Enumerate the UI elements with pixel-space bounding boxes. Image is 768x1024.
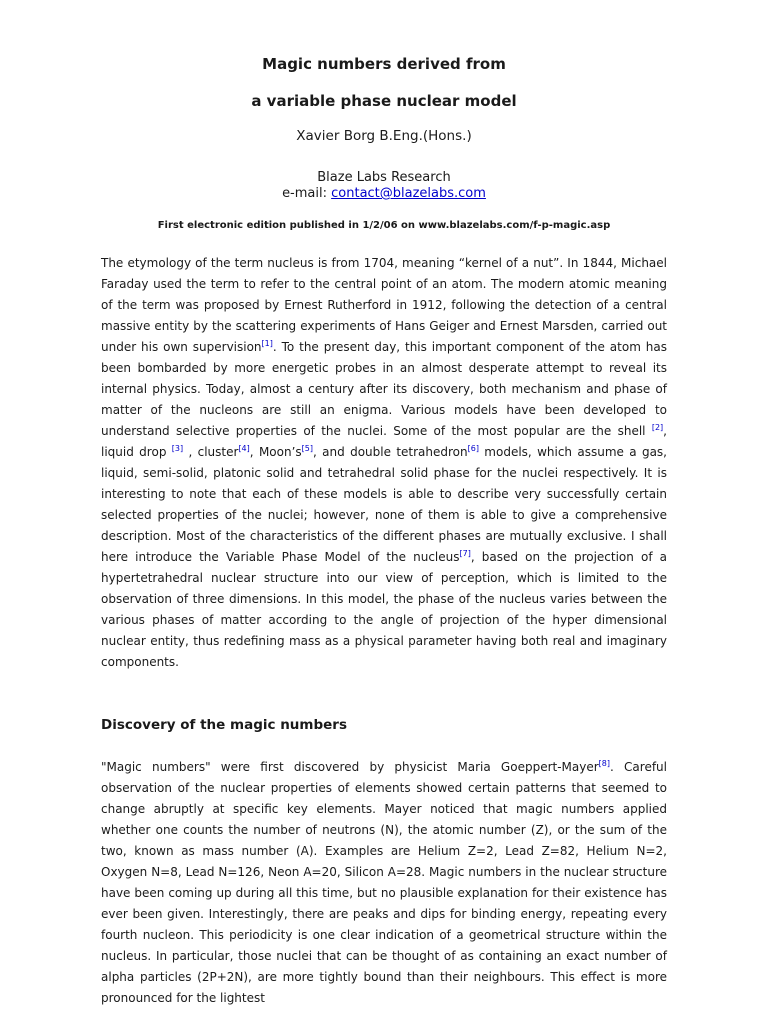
- citation-5[interactable]: [302, 444, 313, 453]
- email-label: e-mail:: [282, 186, 332, 201]
- affiliation: Blaze Labs Research: [317, 170, 451, 185]
- citation-link-3[interactable]: [3]: [171, 444, 184, 453]
- citation-link-5[interactable]: [5]: [301, 444, 313, 453]
- citation-2[interactable]: [652, 423, 663, 432]
- affiliation-block: [0, 170, 768, 202]
- citation-4[interactable]: [238, 444, 249, 453]
- citation-link-4[interactable]: [4]: [238, 444, 250, 453]
- citation-link-8[interactable]: [8]: [598, 759, 611, 768]
- author-name: Xavier Borg B.Eng.(Hons.): [296, 128, 472, 144]
- email-line: [0, 186, 768, 202]
- edition-note: First electronic edition published in 1/2/06 on www.blazelabs.com/f-p-magic.asp: [157, 220, 611, 231]
- email-link[interactable]: contact@blazelabs.com: [331, 186, 486, 201]
- section-heading: Discovery of the magic numbers: [101, 717, 347, 733]
- paper-title-line-2: a variable phase nuclear model: [251, 92, 517, 110]
- citation-7[interactable]: [460, 549, 471, 558]
- section-paragraph: [101, 757, 667, 1009]
- intro-text-2: . To the present day, this important component of the atom has been bombarded by more energetic probes in an almost desperate attempt to reveal its internal physics. Today, almost a century after its discovery, both mechanism and phase of matter of the nucleons are still an enigma. Various models have been developed to understand selective properties of the nuclei. Some of the most popular are the shell: [101, 340, 667, 438]
- section-text-2: . Careful observation of the nuclear properties of elements showed certain patterns that seemed to change abruptly at specific key elements. Mayer noticed that magic numbers applied whether one counts the number of neutrons (N), the atomic number (Z), or the sum of the two, known as mass number (A). Examples are Helium Z=2, Lead Z=82, Helium N=2, Oxygen N=8, Lead N=126, Neon A=20, Silicon A=28. Magic numbers in the nuclear structure have been coming up during all this time, but no plausible explanation for their existence has ever been given. Interestingly, there are peaks and dips for binding energy, repeating every fourth nucleon. This periodicity is one clear indication of a geometrical structure within the nucleus. In particular, those nuclei that can be thought of as containing an exact number of alpha particles (2P+2N), are more tightly bound than their neighbours. This effect is more pronounced for the lightest: [101, 760, 667, 1005]
- paper-title-line-1: Magic numbers derived from: [262, 55, 506, 73]
- intro-text-3: , liquid drop: [101, 424, 667, 459]
- citation-link-1[interactable]: [1]: [261, 339, 273, 348]
- citation-6[interactable]: [468, 444, 479, 453]
- citation-1[interactable]: [262, 339, 273, 348]
- intro-text-4: , cluster: [183, 445, 239, 459]
- intro-paragraph: [101, 253, 667, 673]
- citation-link-7[interactable]: [7]: [459, 549, 471, 558]
- intro-text-1: The etymology of the term nucleus is from 1704, meaning “kernel of a nut”. In 1844, Michael Faraday used the term to refer to the central point of an atom. The modern atomic meaning of the term was proposed by Ernest Rutherford in 1912, following the detection of a central massive entity by the scattering experiments of Hans Geiger and Ernest Marsden, carried out under his own supervision: [101, 256, 667, 354]
- citation-3[interactable]: [172, 444, 183, 453]
- citation-8[interactable]: [599, 759, 610, 768]
- intro-text-8: , based on the projection of a hypertetrahedral nuclear structure into our view of perception, which is limited to the observation of three dimensions. In this model, the phase of the nucleus varies between the various phases of matter according to the angle of projection of the hyper dimensional nuclear entity, thus redefining mass as a physical parameter having both real and imaginary components.: [101, 550, 668, 669]
- citation-link-2[interactable]: [2]: [651, 423, 664, 432]
- section-text-1: "Magic numbers" were first discovered by physicist Maria Goeppert-Mayer: [101, 760, 599, 774]
- intro-text-6: , and double tetrahedron: [313, 445, 468, 459]
- intro-text-5: , Moon’s: [249, 445, 302, 459]
- intro-text-7: models, which assume a gas, liquid, semi-solid, platonic solid and tetrahedral solid phase for the nuclei respectively. It is interesting to note that each of these models is able to describe very successfully certain selected properties of the nuclei; however, none of them is able to give a comprehensive description. Most of the characteristics of the different phases are mutually exclusive. I shall here introduce the Variable Phase Model of the nucleus: [101, 445, 667, 564]
- citation-link-6[interactable]: [6]: [467, 444, 479, 453]
